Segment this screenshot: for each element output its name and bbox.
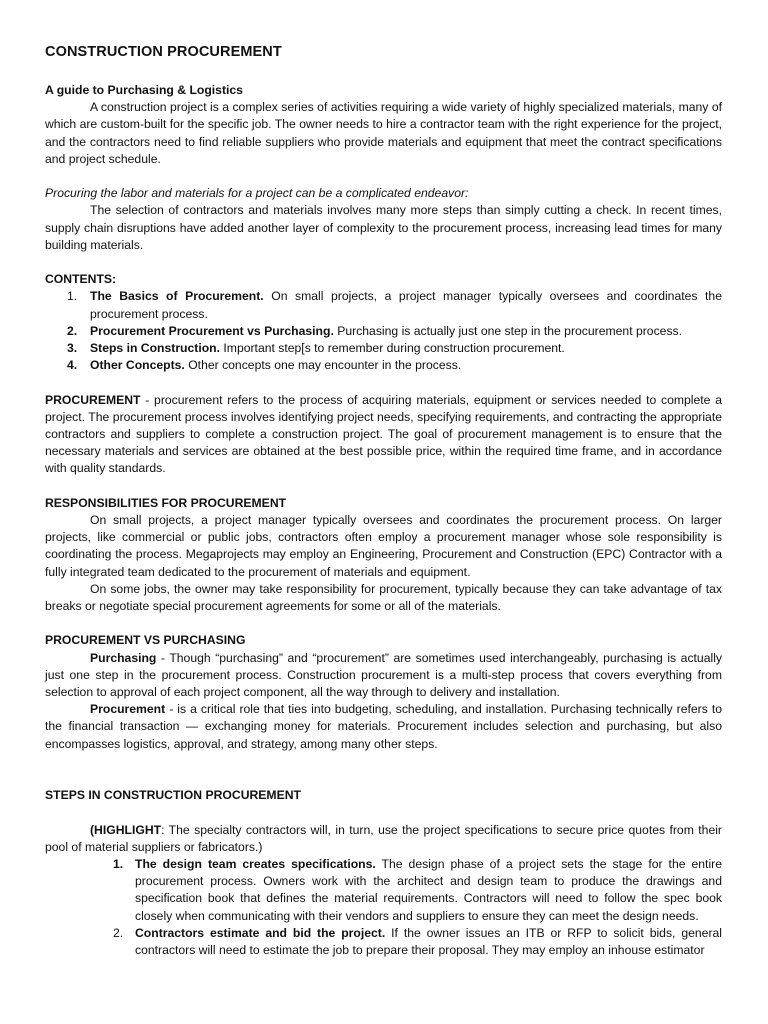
contents-item-number: 2.: [67, 323, 78, 338]
guide-heading: A guide to Purchasing & Logistics: [45, 83, 243, 97]
procurement-role-text: - is a critical role that ties into budgeting, scheduling, and installation. Purchasing technically refers to the financial transaction — exchanging money for materials. Procurement includes selection and purchasing, but also encompasses logistics, approval, and strategy, among many other steps.: [45, 702, 722, 751]
contents-item-text: On small projects, a project manager typically oversees and coordinates the procurement process.: [90, 289, 722, 321]
purchasing-term: Purchasing: [90, 650, 157, 665]
steps-list: [45, 856, 722, 959]
guide-paragraph: A construction project is a complex series of activities requiring a wide variety of highly specialized materials, many of which are custom-built for the specific job. The owner needs to hire a contractor team with the right experience for the project, and the contractors need to find reliable suppliers who provide materials and equipment that meet the contract specifications and project schedule.: [45, 100, 722, 166]
contents-item-title: Other Concepts.: [90, 358, 185, 373]
document-title: CONSTRUCTION PROCUREMENT: [45, 44, 282, 60]
steps-heading: STEPS IN CONSTRUCTION PROCUREMENT: [45, 788, 301, 803]
contents-item-text: Other concepts one may encounter in the process.: [184, 358, 462, 373]
highlight-paragraph: [45, 822, 722, 856]
guide-italic-line: Procuring the labor and materials for a project can be a complicated endeavor:: [45, 186, 469, 201]
contents-item-text: Important step[s to remember during construction procurement.: [220, 341, 565, 356]
purchasing-text: - Though “purchasing” and “procurement” are sometimes used interchangeably, purchasing is actually just one step in the procurement process. Construction procurement is a multi-step process that covers everything from selection to approval of each project component, all the way through to delivery and installation.: [45, 650, 722, 700]
contents-item-text: Purchasing is actually just one step in the procurement process.: [333, 323, 683, 338]
contents-item-number: 1.: [67, 289, 78, 304]
contents-item-number: 4.: [67, 358, 78, 373]
highlight-text: : The specialty contractors will, in turn, use the project specifications to secure price quotes from their pool of material suppliers or fabricators.): [45, 822, 722, 854]
contents-item: [45, 357, 722, 374]
steps-item-title: The design team creates specifications.: [135, 857, 376, 872]
contents-item: [45, 288, 722, 322]
responsibilities-paragraph-2: On some jobs, the owner may take responsibility for procurement, typically because they can take advantage of tax breaks or negotiate special procurement agreements for some or all of the materials.: [45, 581, 722, 614]
contents-item-title: The Basics of Procurement.: [90, 289, 264, 304]
procurement-role-term: Procurement: [90, 702, 166, 717]
steps-item-number: 2.: [113, 925, 124, 940]
vs-heading: PROCUREMENT VS PURCHASING: [45, 633, 246, 648]
guide-paragraph-2: The selection of contractors and materials involves many more steps than simply cutting a check. In recent times, supply chain disruptions have added another layer of complexity to the procurement process, increasing lead times for many building materials.: [45, 203, 722, 252]
steps-item-number: 1.: [113, 857, 124, 872]
steps-item-title: Contractors estimate and bid the project.: [135, 925, 386, 940]
purchasing-paragraph: [45, 650, 722, 702]
contents-item: [45, 323, 722, 340]
contents-item-title: Procurement Procurement vs Purchasing.: [90, 323, 334, 338]
document-body: [45, 82, 722, 959]
steps-item: [45, 925, 722, 959]
contents-item-title: Steps in Construction.: [90, 341, 221, 356]
procurement-role-paragraph: [45, 701, 722, 753]
procurement-term: PROCUREMENT: [45, 392, 141, 407]
contents-item-number: 3.: [67, 341, 78, 356]
steps-item-text: If the owner issues an ITB or RFP to solicit bids, general contractors will need to estimate the job to prepare their proposal. They may employ an inhouse estimator: [135, 925, 722, 958]
steps-item: [45, 856, 722, 925]
responsibilities-paragraph-1: On small projects, a project manager typically oversees and coordinates the procurement process. On larger projects, like commercial or public jobs, contractors often employ a procurement manager whose sole responsibility is coordinating the process. Megaprojects may employ an Engineering, Procurement and Construction (EPC) Contractor with a fully integrated team dedicated to the procurement of materials and equipment.: [45, 513, 722, 579]
procurement-definition: [45, 392, 722, 478]
contents-item: [45, 340, 722, 357]
highlight-label: (HIGHLIGHT: [90, 822, 162, 837]
procurement-text: - procurement refers to the process of acquiring materials, equipment or services needed to complete a project. The procurement process involves identifying project needs, specifying requirements, and contracting the appropriate contractors and suppliers to complete a construction project. The goal of procurement management is to ensure that the necessary materials and services are obtained at the best possible price, within the required time frame, and in accordance with quality standards.: [45, 392, 722, 476]
responsibilities-heading: RESPONSIBILITIES FOR PROCUREMENT: [45, 495, 287, 510]
contents-list: [45, 288, 722, 374]
contents-heading: CONTENTS:: [45, 272, 117, 287]
steps-item-text: The design phase of a project sets the stage for the entire procurement process. Owners work with the architect and design team to produce the drawings and specification book that defines the material requirements. Contractors will need to follow the spec book closely when communicating with their vendors and suppliers to ensure they can meet the design needs.: [135, 857, 722, 923]
